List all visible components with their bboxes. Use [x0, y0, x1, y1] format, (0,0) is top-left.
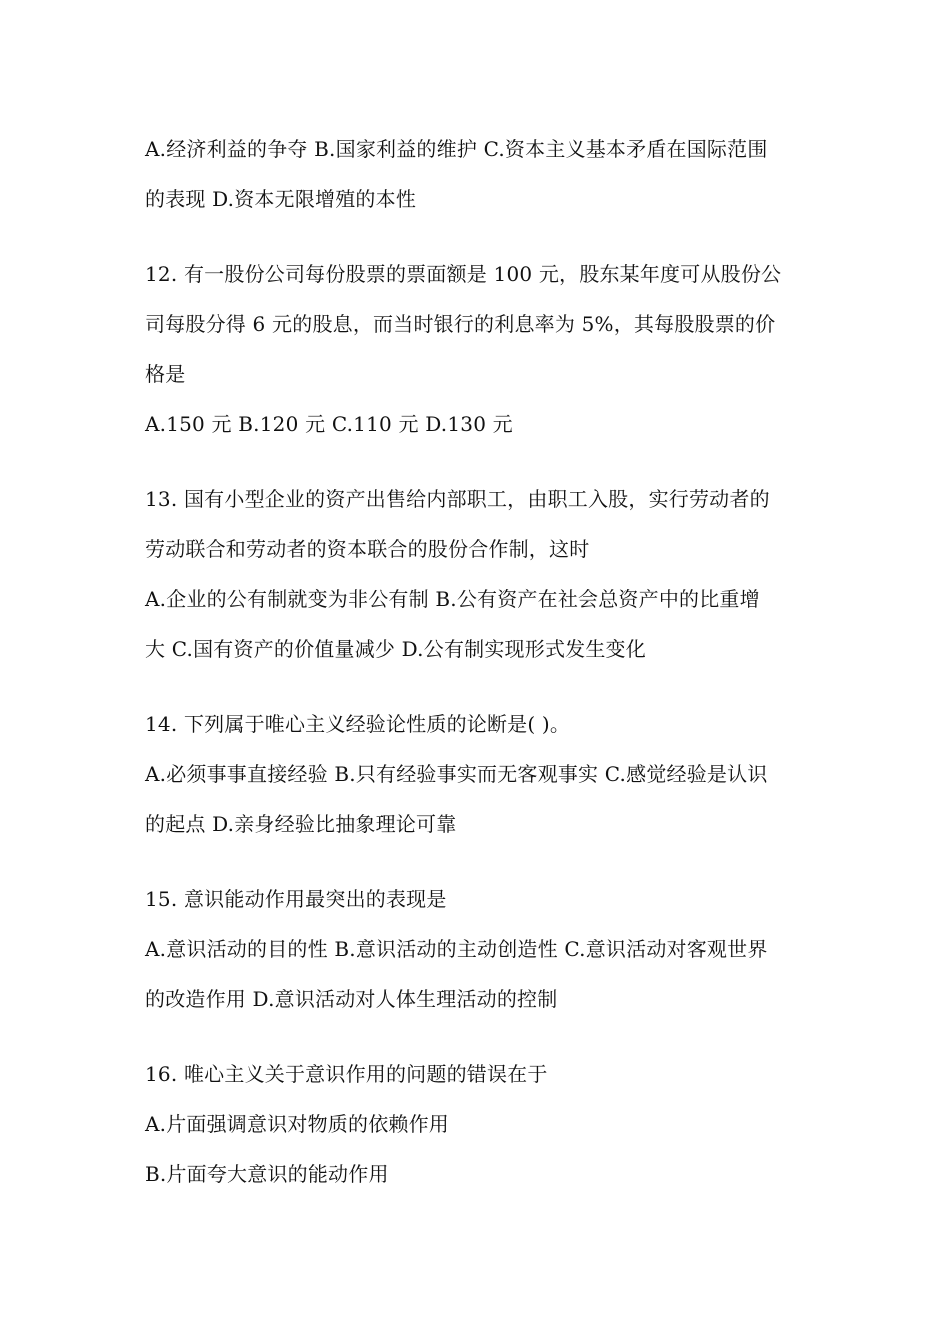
- question-stem-line: 12. 有一股份公司每份股票的票面额是 100 元，股东某年度可从股份公: [145, 262, 782, 286]
- question-stem-line: 14. 下列属于唯心主义经验论性质的论断是( )。: [145, 712, 571, 736]
- paragraph-gap: [145, 1024, 810, 1049]
- question-14: [145, 699, 810, 849]
- question-stem-line: 13. 国有小型企业的资产出售给内部职工，由职工入股，实行劳动者的: [145, 487, 770, 511]
- text-line: A.经济利益的争夺 B.国家利益的维护 C.资本主义基本矛盾在国际范围: [145, 137, 768, 161]
- paragraph-gap: [145, 449, 810, 474]
- question-options-line: 的改造作用 D.意识活动对人体生理活动的控制: [145, 987, 558, 1011]
- document-body: [145, 124, 810, 1199]
- paragraph-gap: [145, 674, 810, 699]
- question-12: [145, 249, 810, 449]
- question-options-line: A.150 元 B.120 元 C.110 元 D.130 元: [145, 412, 513, 436]
- question-stem-line: 劳动联合和劳动者的资本联合的股份合作制，这时: [145, 537, 590, 561]
- paragraph-gap: [145, 849, 810, 874]
- question-stem-line: 16. 唯心主义关于意识作用的问题的错误在于: [145, 1062, 548, 1086]
- question-options-line: A.意识活动的目的性 B.意识活动的主动创造性 C.意识活动对客观世界: [145, 937, 768, 961]
- question-stem-line: 格是: [145, 362, 186, 386]
- question-options-line: A.必须事事直接经验 B.只有经验事实而无客观事实 C.感觉经验是认识: [145, 762, 768, 786]
- question-options-line: 大 C.国有资产的价值量减少 D.公有制实现形式发生变化: [145, 637, 646, 661]
- question-options-line: A.企业的公有制就变为非公有制 B.公有资产在社会总资产中的比重增: [145, 587, 760, 611]
- question-13: [145, 474, 810, 674]
- question-option-line: A.片面强调意识对物质的依赖作用: [145, 1112, 450, 1136]
- question-15: [145, 874, 810, 1024]
- text-line: 的表现 D.资本无限增殖的本性: [145, 187, 417, 211]
- question-stem-line: 15. 意识能动作用最突出的表现是: [145, 887, 447, 911]
- question-stem-line: 司每股分得 6 元的股息，而当时银行的利息率为 5%，其每股股票的价: [145, 312, 776, 336]
- question-16: [145, 1049, 810, 1199]
- question-options-line: 的起点 D.亲身经验比抽象理论可靠: [145, 812, 457, 836]
- paragraph-gap: [145, 224, 810, 249]
- question-11-options: [145, 124, 810, 224]
- question-option-line: B.片面夸大意识的能动作用: [145, 1162, 389, 1186]
